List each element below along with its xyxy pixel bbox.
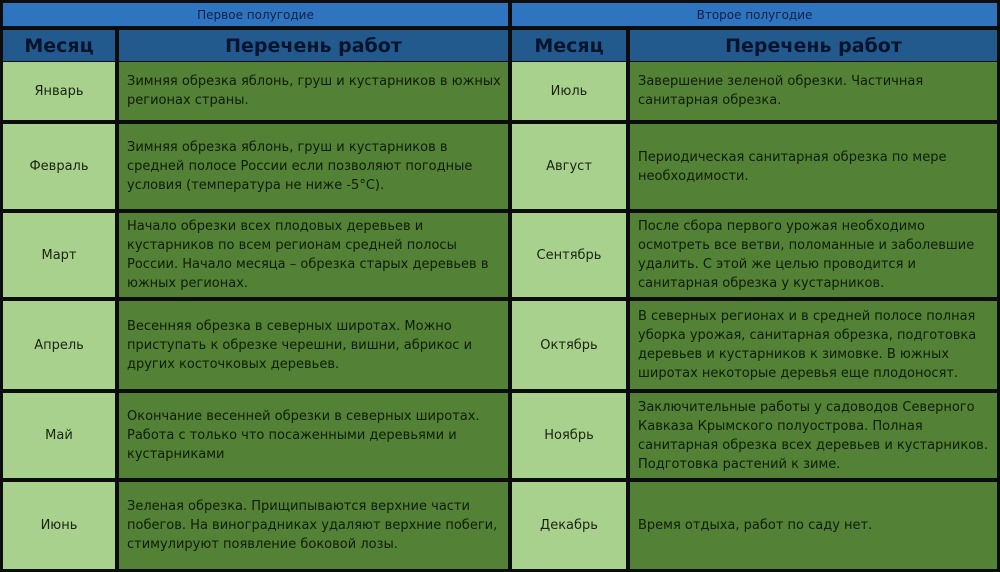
works-cell: Зимняя обрезка яблонь, груш и кустарников в средней полосе России если позволяют погодные условия (температура не ниже -5°C). bbox=[119, 124, 508, 209]
works-cell: Завершение зеленой обрезки. Частичная санитарная обрезка. bbox=[630, 62, 997, 120]
second-half-table bbox=[512, 3, 997, 569]
month-cell: Декабрь bbox=[512, 482, 626, 569]
works-cell: Заключительные работы у садоводов Северного Кавказа Крымского полуострова. Полная санитарная обрезка всех деревьев и кустарников. Подготовка растений к зиме. bbox=[630, 393, 997, 478]
month-cell: Февраль bbox=[3, 124, 115, 209]
month-cell: Январь bbox=[3, 62, 115, 120]
month-cell: Март bbox=[3, 213, 115, 297]
second-half-title: Второе полугодие bbox=[512, 3, 997, 26]
month-cell: Июль bbox=[512, 62, 626, 120]
month-cell: Июнь bbox=[3, 482, 115, 569]
month-cell: Апрель bbox=[3, 301, 115, 389]
works-header: Перечень работ bbox=[630, 30, 997, 61]
works-cell: Время отдыха, работ по саду нет. bbox=[630, 482, 997, 569]
works-header: Перечень работ bbox=[119, 30, 508, 61]
works-cell: Начало обрезки всех плодовых деревьев и кустарников по всем регионам средней полосы России. Начало месяца – обрезка старых деревьев в южных регионах. bbox=[119, 213, 508, 297]
month-cell: Ноябрь bbox=[512, 393, 626, 478]
works-cell: В северных регионах и в средней полосе полная уборка урожая, санитарная обрезка, подготовка деревьев и кустарников к зимовке. В южных широтах некоторые деревья еще плодоносят. bbox=[630, 301, 997, 389]
works-cell: Окончание весенней обрезки в северных широтах. Работа с только что посаженными деревьями и кустарниками bbox=[119, 393, 508, 478]
month-cell: Август bbox=[512, 124, 626, 209]
works-cell: Зимняя обрезка яблонь, груш и кустарников в южных регионах страны. bbox=[119, 62, 508, 120]
month-header: Месяц bbox=[512, 30, 626, 61]
month-cell: Октябрь bbox=[512, 301, 626, 389]
works-cell: После сбора первого урожая необходимо осмотреть все ветви, поломанные и заболевшие удалить. С этой же целью проводится и санитарная обрезка у кустарников. bbox=[630, 213, 997, 297]
first-half-title: Первое полугодие bbox=[3, 3, 508, 26]
works-cell: Зеленая обрезка. Прищипываются верхние части побегов. На виноградниках удаляют верхние побеги, стимулируют появление боковой лозы. bbox=[119, 482, 508, 569]
first-half-table bbox=[3, 3, 508, 569]
month-header: Месяц bbox=[3, 30, 115, 61]
month-cell: Сентябрь bbox=[512, 213, 626, 297]
month-cell: Май bbox=[3, 393, 115, 478]
works-cell: Периодическая санитарная обрезка по мере необходимости. bbox=[630, 124, 997, 209]
works-cell: Весенняя обрезка в северных широтах. Можно приступать к обрезке черешни, вишни, абрикос и других косточковых деревьев. bbox=[119, 301, 508, 389]
